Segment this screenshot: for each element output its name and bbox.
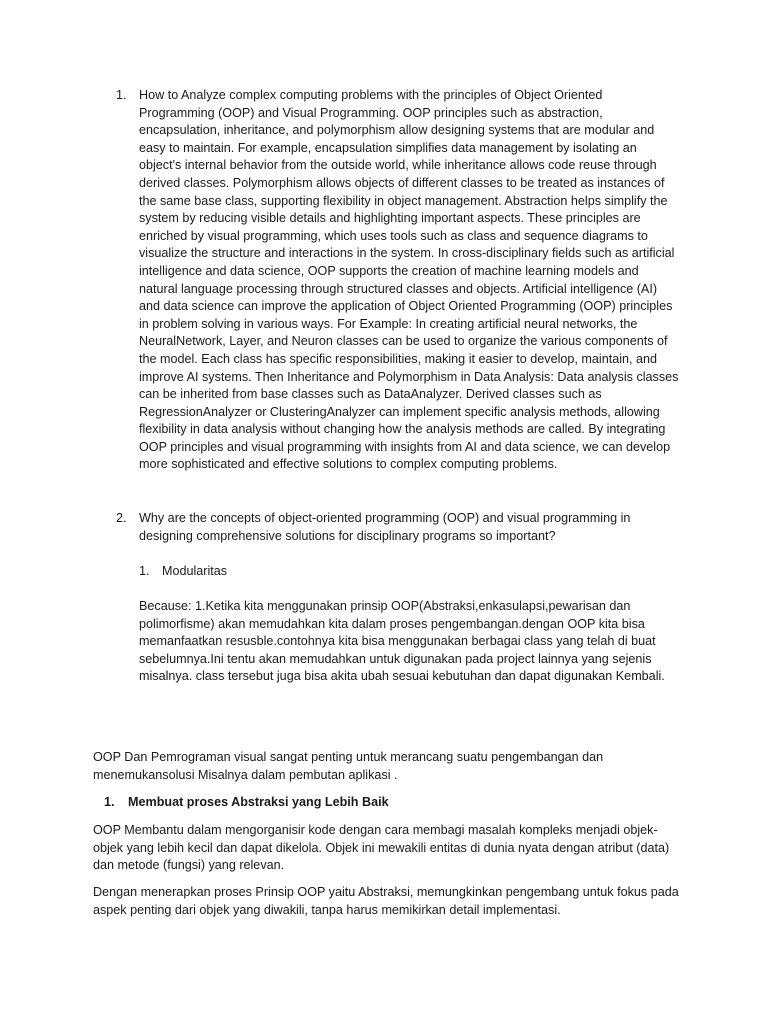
sub-item-label: Modularitas [162,564,228,578]
body-paragraph-1: OOP Membantu dalam mengorganisir kode dengan cara membagi masalah kompleks menjadi objek-objek yang lebih kecil dan dapat dikelola. Objek ini mewakili entitas di dunia nyata dengan atribut (data) dan metode (fungsi) yang relevan. [93,823,670,873]
heading-number: 1. [104,795,115,809]
intro-paragraph: OOP Dan Pemrograman visual sangat penting untuk merancang suatu pengembangan dan menemukansolusi Misalnya dalam pembutan aplikasi . [93,750,604,782]
list-item-2 [116,510,679,545]
list-item-2-text: Why are the concepts of object-oriented programming (OOP) and visual programming in designing comprehensive solutions for disciplinary programs so important? [139,511,631,543]
list-item-1-number: 1. [116,88,127,102]
list-item-2-number: 2. [116,511,127,525]
body-paragraph-2: Dengan menerapkan proses Prinsip OOP yaitu Abstraksi, memungkinkan pengembang untuk fokus pada aspek penting dari objek yang diwakili, tanpa harus memikirkan detail implementasi. [93,885,679,917]
sub-item-number: 1. [139,564,150,578]
because-paragraph: Because: 1.Ketika kita menggunakan prinsip OOP(Abstraksi,enkasulapsi,pewarisan dan polimorfisme) akan memudahkan kita dalam proses pengembangan.dengan OOP kita bisa memanfaatkan resusble.contohnya kita bisa menggunakan berbagai class yang telah di buat sebelumnya.Ini tentu akan memudahkan untuk digunakan pada project lainnya yang sejenis misalnya. class tersebut juga bisa akita ubah sesuai kebutuhan dan dapat digunakan Kembali. [139,599,665,684]
list-item-1-text: How to Analyze complex computing problems with the principles of Object Oriented Programming (OOP) and Visual Programming. OOP principles such as abstraction, encapsulation, inheritance, and polymorphism allow designing systems that are modular and easy to maintain. For example, encapsulation simplifies data management by isolating an object's internal behavior from the outside world, while inheritance allows code reuse through derived classes. Polymorphism allows objects of different classes to be treated as instances of the same base class, supporting flexibility in object management. Abstraction helps simplify the system by reducing visible details and highlighting important aspects. These principles are enriched by visual programming, which uses tools such as class and sequence diagrams to visualize the structure and interactions in the system. In cross-disciplinary fields such as artificial intelligence and data science, OOP supports the creation of machine learning models and natural language processing through structured classes and objects. Artificial intelligence (AI) and data science can improve the application of Object Oriented Programming (OOP) principles in problem solving in various ways. For Example: In creating artificial neural networks, the NeuralNetwork, Layer, and Neuron classes can be used to organize the various components of the model. Each class has specific responsibilities, making it easier to develop, maintain, and improve AI systems. Then Inheritance and Polymorphism in Data Analysis: Data analysis classes can be inherited from base classes such as DataAnalyzer. Derived classes such as RegressionAnalyzer or ClusteringAnalyzer can implement specific analysis methods, allowing flexibility in data analysis without changing how the analysis methods are called. By integrating OOP principles and visual programming with insights from AI and data science, we can develop more sophisticated and effective solutions to complex computing problems. [139,88,679,472]
list-item-1 [116,87,679,474]
section-heading: Membuat proses Abstraksi yang Lebih Baik [128,795,389,809]
